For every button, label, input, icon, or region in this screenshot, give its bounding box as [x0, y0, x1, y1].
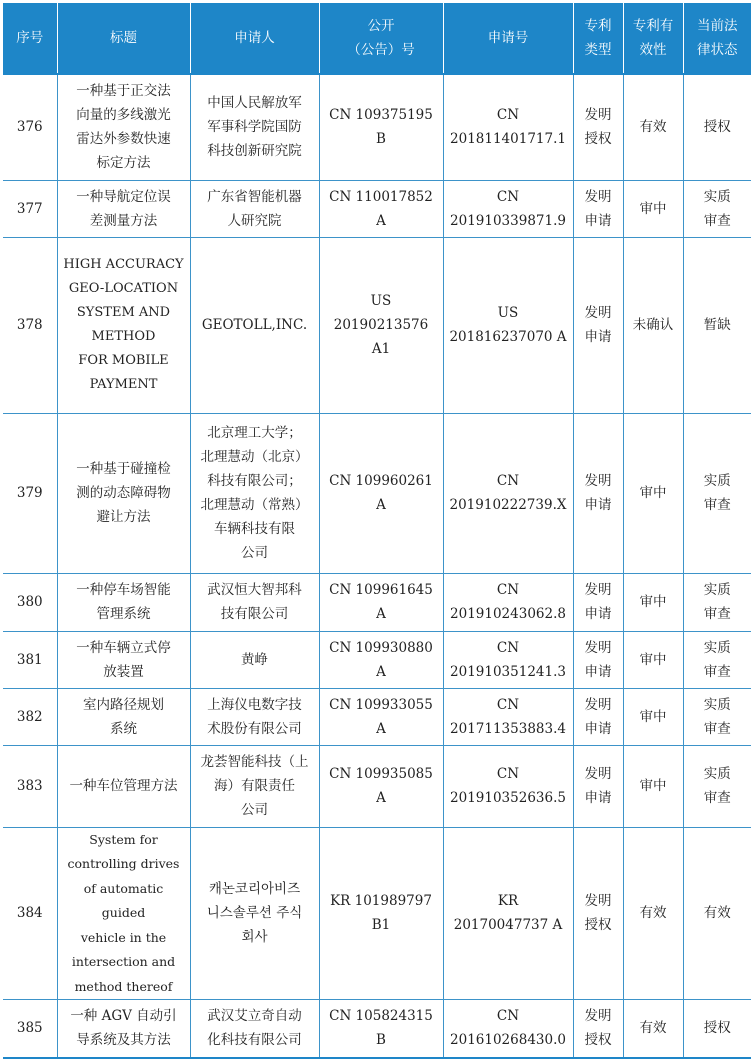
- cell-line: 申请: [584, 790, 612, 806]
- cell-line: 发明: [584, 582, 612, 598]
- cell-status: [683, 631, 751, 688]
- table-row: [3, 745, 751, 827]
- cell-line: A1: [371, 341, 391, 357]
- table-row: [3, 237, 751, 413]
- cell-status: [683, 74, 751, 180]
- cell-line: 发明: [584, 893, 612, 910]
- cell-line: CN 109960261 A: [329, 473, 433, 513]
- cell-title: [57, 745, 190, 827]
- cell-line: 车辆科技有限: [214, 521, 295, 537]
- cell-line: 审中: [639, 200, 667, 217]
- cell-line: 北理慧动（北京）: [200, 449, 309, 465]
- cell-validity: [623, 745, 683, 827]
- cell-line: 实质: [703, 473, 731, 489]
- table-row: [3, 827, 751, 1000]
- cell-type: [573, 631, 623, 688]
- cell-pub-no: [319, 573, 443, 631]
- cell-app-no: [443, 1000, 573, 1058]
- cell-pub-no: [319, 827, 443, 1000]
- cell-line: 发明: [584, 639, 612, 656]
- cell-seq: [3, 745, 57, 827]
- cell-type: [573, 573, 623, 631]
- cell-line: 发明: [584, 305, 612, 321]
- cell-line: 授权: [703, 119, 731, 136]
- cell-line: 385: [16, 1020, 43, 1037]
- cell-line: GEO-LOCATION: [68, 281, 179, 296]
- cell-line: 381: [16, 651, 43, 668]
- cell-app-no: [443, 180, 573, 237]
- cell-seq: [3, 1000, 57, 1058]
- cell-line: 审中: [639, 485, 667, 501]
- cell-type: [573, 688, 623, 745]
- cell-line: 201910339871.9: [450, 212, 566, 229]
- cell-line: CN 105824315 B: [329, 1008, 433, 1049]
- cell-app-no: [443, 74, 573, 180]
- cell-line: 审查: [703, 720, 731, 737]
- cell-line: 武汉恒大智邦科: [207, 582, 302, 598]
- cell-line: 审查: [703, 497, 731, 513]
- cell-title: [57, 688, 190, 745]
- cell-line: 376: [16, 119, 43, 136]
- cell-status: [683, 688, 751, 745]
- cell-pub-no: [319, 688, 443, 745]
- cell-line: System for: [89, 831, 158, 847]
- cell-line: 龙荟智能科技（上: [200, 754, 309, 770]
- cell-line: 授权: [703, 1020, 731, 1037]
- cell-line: CN: [496, 473, 520, 489]
- cell-pub-no: [319, 631, 443, 688]
- cell-line: 201610268430.0: [450, 1032, 566, 1049]
- cell-line: 雷达外参数快速: [76, 131, 171, 148]
- cell-line: CN 109935085 A: [329, 766, 433, 806]
- cell-line: 201910352636.5: [450, 790, 566, 806]
- table-row: [3, 74, 751, 180]
- cell-line: 实质: [703, 696, 731, 713]
- cell-line: 20170047737 A: [453, 917, 563, 934]
- cell-line: 暂缺: [703, 317, 731, 333]
- cell-line: 201711353883.4: [450, 720, 566, 737]
- cell-line: 避让方法: [96, 509, 151, 525]
- cell-app-no: [443, 413, 573, 573]
- cell-line: 201910351241.3: [450, 663, 566, 680]
- header-pub-no: 公开 （公告）号: [319, 3, 443, 74]
- cell-line: 测的动态障碍物: [76, 485, 171, 501]
- cell-validity: [623, 1000, 683, 1058]
- cell-seq: [3, 413, 57, 573]
- cell-line: of automatic guided: [83, 880, 164, 920]
- header-validity: 专利有 效性: [623, 3, 683, 74]
- cell-line: 北京理工大学；: [207, 425, 302, 441]
- cell-type: [573, 1000, 623, 1058]
- cell-validity: [623, 413, 683, 573]
- header-title: 标题: [57, 3, 190, 74]
- cell-line: 导系统及其方法: [76, 1032, 171, 1049]
- cell-title: [57, 1000, 190, 1058]
- cell-line: 379: [16, 485, 43, 501]
- cell-line: 中国人民解放军: [207, 95, 302, 112]
- cell-line: CN: [496, 696, 520, 713]
- cell-line: CN: [496, 1008, 520, 1025]
- cell-line: CN: [496, 582, 520, 598]
- cell-line: 니스솔루션 주식: [206, 905, 303, 922]
- cell-line: 上海仪电数字技: [207, 696, 302, 713]
- cell-line: METHOD: [91, 329, 156, 344]
- cell-applicant: [190, 74, 319, 180]
- cell-status: [683, 745, 751, 827]
- cell-line: 室内路径规划: [83, 696, 164, 713]
- cell-line: 标定方法: [96, 155, 151, 172]
- cell-seq: [3, 688, 57, 745]
- cell-line: 一种基于正交法: [76, 83, 171, 100]
- cell-line: 发明: [584, 473, 612, 489]
- cell-line: KR: [497, 893, 519, 910]
- cell-line: 公司: [241, 545, 268, 561]
- cell-line: CN 109930880 A: [329, 639, 433, 680]
- cell-app-no: [443, 688, 573, 745]
- cell-line: 科技有限公司；: [207, 473, 302, 489]
- cell-line: 一种导航定位误: [76, 188, 171, 205]
- cell-line: 申请: [584, 497, 612, 513]
- cell-pub-no: [319, 180, 443, 237]
- cell-line: 378: [16, 317, 43, 333]
- cell-line: SYSTEM AND: [76, 305, 171, 320]
- header-applicant: 申请人: [190, 3, 319, 74]
- cell-line: CN 110017852 A: [329, 188, 433, 229]
- header-status: 当前法 律状态: [683, 3, 751, 74]
- cell-title: [57, 631, 190, 688]
- cell-line: CN: [496, 639, 520, 656]
- cell-line: 人研究院: [227, 212, 282, 229]
- cell-line: CN 109961645 A: [329, 582, 433, 622]
- cell-line: 实质: [703, 582, 731, 598]
- cell-seq: [3, 827, 57, 1000]
- cell-line: method thereof: [74, 978, 173, 994]
- cell-line: 授权: [584, 1032, 612, 1049]
- cell-line: CN 109933055 A: [329, 696, 433, 737]
- cell-validity: [623, 631, 683, 688]
- cell-line: CN: [496, 766, 520, 782]
- cell-line: 申请: [584, 663, 612, 680]
- cell-line: 授权: [584, 917, 612, 934]
- cell-applicant: [190, 413, 319, 573]
- cell-pub-no: [319, 237, 443, 413]
- cell-line: 向量的多线激光: [76, 107, 171, 124]
- cell-line: KR 101989797 B1: [330, 893, 432, 934]
- cell-line: 发明: [584, 107, 612, 124]
- cell-status: [683, 413, 751, 573]
- cell-line: 广东省智能机器: [207, 188, 302, 205]
- cell-line: vehicle in the: [80, 929, 167, 945]
- cell-pub-no: [319, 413, 443, 573]
- cell-line: 实质: [703, 639, 731, 656]
- cell-status: [683, 573, 751, 631]
- cell-line: 201816237070 A: [449, 329, 567, 345]
- cell-line: 管理系统: [96, 606, 151, 622]
- cell-line: 术股份有限公司: [207, 720, 302, 737]
- cell-line: 申请: [584, 720, 612, 737]
- cell-status: [683, 1000, 751, 1058]
- cell-line: 一种 AGV 自动引: [70, 1008, 177, 1025]
- cell-line: 377: [16, 200, 43, 217]
- cell-title: [57, 74, 190, 180]
- table-row: [3, 413, 751, 573]
- cell-line: GEOTOLL,INC.: [201, 317, 308, 333]
- cell-title: [57, 573, 190, 631]
- cell-line: 军事科学院国防: [207, 119, 302, 136]
- cell-line: 未确认: [632, 317, 674, 333]
- cell-line: 差测量方法: [89, 212, 158, 229]
- cell-line: 审中: [639, 778, 667, 794]
- cell-line: 审查: [703, 212, 731, 229]
- cell-applicant: [190, 573, 319, 631]
- cell-title: [57, 827, 190, 1000]
- table-body: [3, 74, 751, 1058]
- header-row: [3, 3, 751, 74]
- cell-line: 海）有限责任: [214, 778, 295, 794]
- cell-line: 审查: [703, 663, 731, 680]
- cell-app-no: [443, 573, 573, 631]
- cell-line: 授权: [584, 131, 612, 148]
- cell-seq: [3, 237, 57, 413]
- header-type: 专利 类型: [573, 3, 623, 74]
- cell-applicant: [190, 688, 319, 745]
- cell-app-no: [443, 237, 573, 413]
- cell-pub-no: [319, 1000, 443, 1058]
- cell-line: 申请: [584, 329, 612, 345]
- patent-table: [3, 3, 751, 1059]
- header-seq: 序号: [3, 3, 57, 74]
- cell-line: HIGH ACCURACY: [63, 257, 184, 272]
- cell-line: 实质: [703, 766, 731, 782]
- cell-line: 审中: [639, 651, 667, 668]
- table-row: [3, 180, 751, 237]
- cell-line: 实质: [703, 188, 731, 205]
- cell-type: [573, 745, 623, 827]
- cell-type: [573, 180, 623, 237]
- cell-pub-no: [319, 745, 443, 827]
- cell-validity: [623, 827, 683, 1000]
- cell-applicant: [190, 745, 319, 827]
- cell-line: 审中: [639, 594, 667, 610]
- cell-line: 有效: [639, 905, 667, 922]
- cell-validity: [623, 74, 683, 180]
- cell-line: 一种车辆立式停: [76, 639, 171, 656]
- cell-seq: [3, 631, 57, 688]
- cell-line: 审中: [639, 708, 667, 725]
- cell-line: CN: [496, 188, 520, 205]
- cell-line: intersection and: [71, 954, 176, 969]
- cell-line: 申请: [584, 606, 612, 622]
- cell-status: [683, 180, 751, 237]
- cell-line: US 20190213576: [333, 293, 429, 333]
- cell-line: CN 109375195 B: [329, 107, 433, 148]
- cell-line: 회사: [241, 929, 268, 946]
- cell-type: [573, 827, 623, 1000]
- header-app-no: 申请号: [443, 3, 573, 74]
- cell-line: 技有限公司: [220, 606, 289, 622]
- cell-applicant: [190, 631, 319, 688]
- cell-line: 放装置: [103, 663, 144, 680]
- cell-seq: [3, 573, 57, 631]
- cell-line: 审查: [703, 606, 731, 622]
- cell-app-no: [443, 827, 573, 1000]
- cell-line: 发明: [584, 188, 612, 205]
- cell-line: 化科技有限公司: [207, 1032, 302, 1049]
- cell-line: 审查: [703, 790, 731, 806]
- cell-seq: [3, 74, 57, 180]
- cell-line: 武汉艾立奇自动: [207, 1008, 302, 1025]
- cell-line: 申请: [584, 212, 612, 229]
- cell-line: PAYMENT: [89, 377, 158, 392]
- cell-line: FOR MOBILE: [78, 353, 169, 368]
- cell-line: 캐논코리아비즈: [208, 881, 301, 898]
- cell-line: 科技创新研究院: [207, 143, 302, 160]
- cell-line: 系统: [110, 720, 137, 737]
- cell-line: 发明: [584, 696, 612, 713]
- table-row: [3, 573, 751, 631]
- cell-seq: [3, 180, 57, 237]
- cell-line: 公司: [241, 802, 268, 818]
- cell-line: 发明: [584, 766, 612, 782]
- cell-app-no: [443, 631, 573, 688]
- cell-title: [57, 180, 190, 237]
- cell-pub-no: [319, 74, 443, 180]
- cell-line: 一种基于碰撞检: [76, 461, 171, 477]
- cell-applicant: [190, 827, 319, 1000]
- table-row: [3, 1000, 751, 1058]
- table-row: [3, 688, 751, 745]
- cell-type: [573, 74, 623, 180]
- cell-line: US: [497, 305, 519, 321]
- cell-line: 382: [16, 708, 43, 725]
- cell-validity: [623, 688, 683, 745]
- cell-line: 201910222739.X: [449, 497, 567, 513]
- cell-validity: [623, 237, 683, 413]
- cell-applicant: [190, 1000, 319, 1058]
- cell-applicant: [190, 237, 319, 413]
- cell-status: [683, 237, 751, 413]
- cell-line: 北理慧动（常熟）: [200, 497, 309, 513]
- cell-line: CN: [496, 107, 520, 124]
- cell-line: 有效: [639, 1020, 667, 1037]
- cell-line: 383: [16, 778, 43, 794]
- cell-line: 黄峥: [241, 651, 268, 668]
- cell-line: 一种停车场智能: [76, 582, 171, 598]
- cell-line: 一种车位管理方法: [69, 778, 178, 794]
- table-row: [3, 631, 751, 688]
- cell-line: 384: [16, 905, 43, 922]
- cell-title: [57, 413, 190, 573]
- cell-line: controlling drives: [67, 856, 180, 871]
- cell-line: 201910243062.8: [450, 606, 566, 622]
- cell-app-no: [443, 745, 573, 827]
- cell-type: [573, 413, 623, 573]
- cell-line: 有效: [639, 119, 667, 136]
- cell-validity: [623, 573, 683, 631]
- cell-line: 有效: [703, 905, 731, 922]
- cell-line: 发明: [584, 1008, 612, 1025]
- cell-applicant: [190, 180, 319, 237]
- cell-line: 380: [16, 594, 43, 610]
- cell-title: [57, 237, 190, 413]
- cell-line: 201811401717.1: [450, 131, 566, 148]
- cell-status: [683, 827, 751, 1000]
- cell-validity: [623, 180, 683, 237]
- cell-type: [573, 237, 623, 413]
